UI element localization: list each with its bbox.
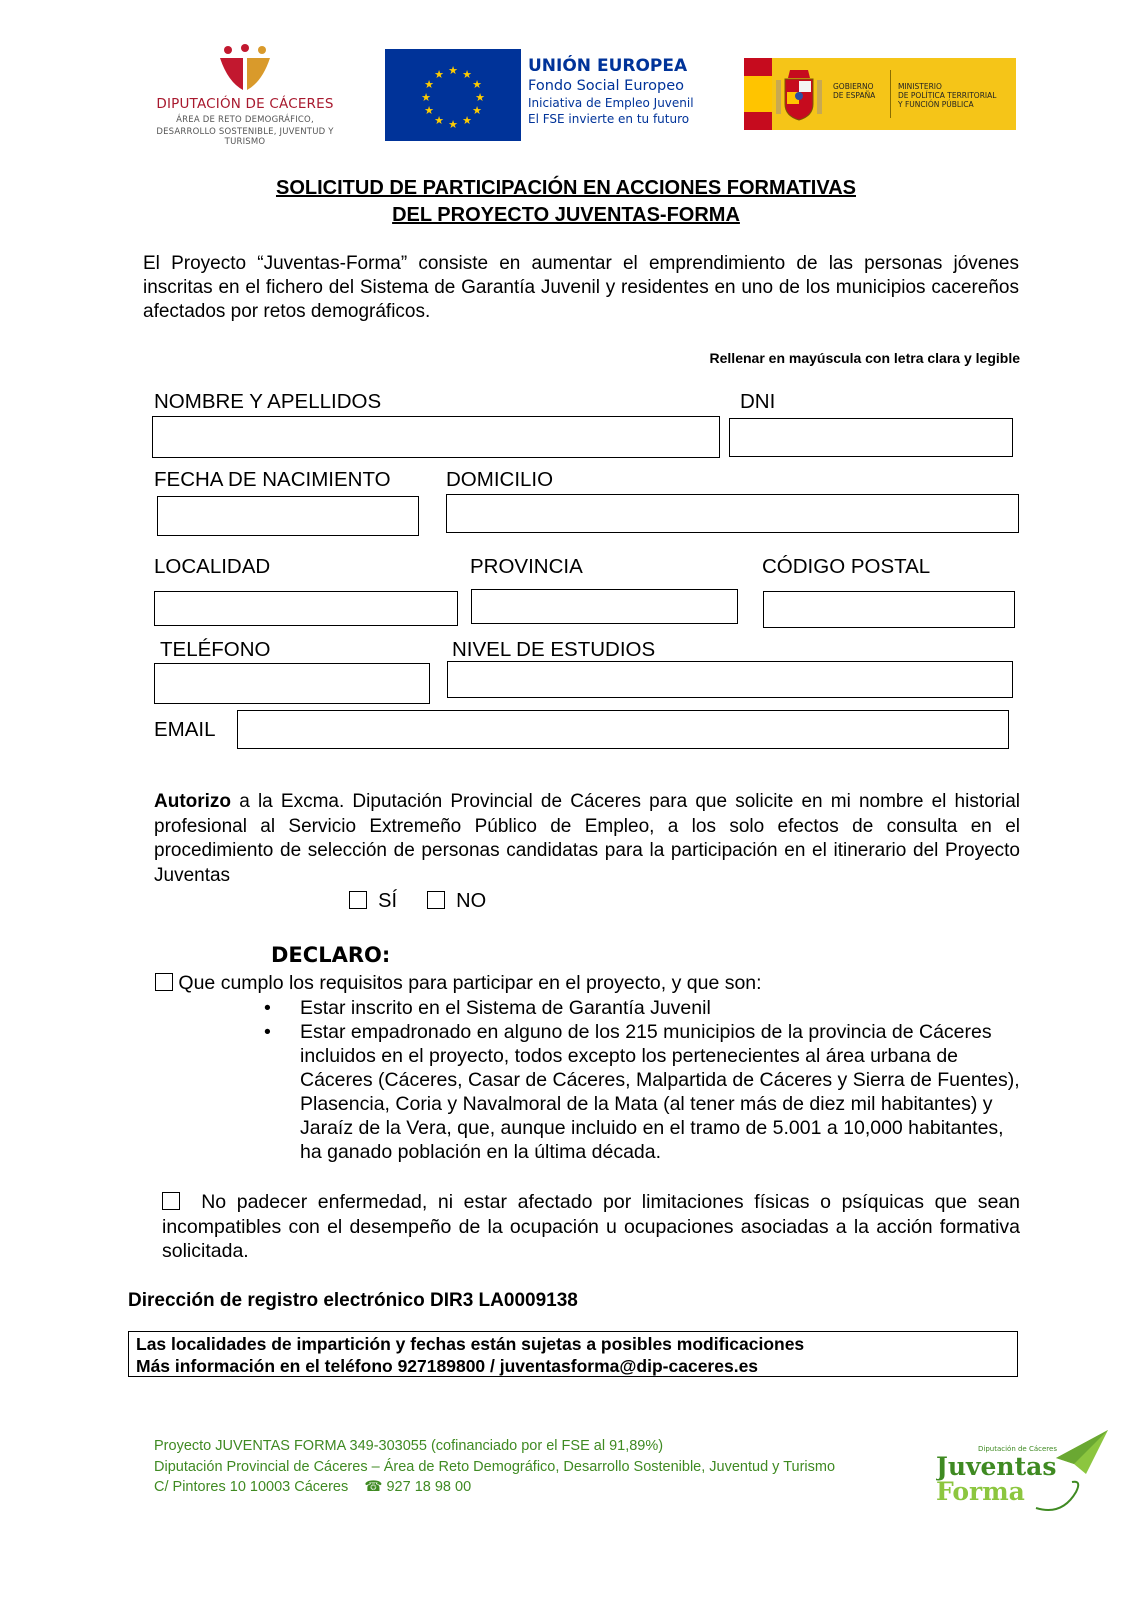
list-item bbox=[264, 996, 1024, 1020]
diputacion-sub1: ÁREA DE RETO DEMOGRÁFICO, bbox=[176, 115, 314, 125]
gobierno-left1: GOBIERNO bbox=[833, 82, 874, 91]
info-line2: Más información en el teléfono 927189800 / juventasforma@dip-caceres.es bbox=[136, 1356, 759, 1376]
localidad-field[interactable] bbox=[154, 591, 458, 626]
jf-logo-top: Diputación de Cáceres bbox=[978, 1445, 1057, 1453]
nombre-field[interactable] bbox=[152, 416, 720, 458]
requisitos-text: Que cumplo los requisitos para participar en el proyecto, y que son: bbox=[178, 972, 762, 994]
list-item bbox=[264, 1020, 1024, 1164]
document-title-line2: DEL PROYECTO JUVENTAS-FORMA bbox=[392, 204, 740, 226]
eu-line3: El FSE invierte en tu futuro bbox=[528, 112, 690, 126]
autorizo-bold: Autorizo bbox=[154, 791, 232, 812]
svg-text:★: ★ bbox=[434, 68, 444, 81]
gobierno-right3: Y FUNCIÓN PÚBLICA bbox=[898, 100, 974, 109]
diputacion-name: DIPUTACIÓN DE CÁCERES bbox=[156, 96, 334, 112]
jf-logo-line2: Forma bbox=[936, 1477, 1025, 1506]
fecha-nacimiento-field[interactable] bbox=[157, 496, 419, 536]
gobierno-right2: DE POLÍTICA TERRITORIAL bbox=[898, 91, 997, 100]
label-localidad: LOCALIDAD bbox=[154, 555, 271, 578]
gobierno-divider bbox=[890, 70, 891, 118]
spain-flag-icon bbox=[744, 58, 772, 130]
gobierno-right1: MINISTERIO bbox=[898, 82, 942, 91]
bullet-text-1: Estar inscrito en el Sistema de Garantía Juvenil bbox=[300, 997, 711, 1019]
document-title-line1: SOLICITUD DE PARTICIPACIÓN EN ACCIONES FORMATIVAS bbox=[275, 177, 856, 199]
declaro-heading: DECLARO: bbox=[271, 943, 391, 967]
bullet-text-2: Estar empadronado en alguno de los 215 municipios de la provincia de Cáceres incluidos en el proyecto, todos excepto los pertenecientes al área urbana de Cáceres (Cáceres, Casar de Cáceres, Malpartida de Cáceres y Sierra de Fuentes), Plasencia, Coria y Navalmoral de la Mata (al tener más de diez mil habitantes) y Jaraíz de la Vera, que, aunque incluido en el tramo de 5.001 a 10,000 habitantes, ha ganado población en la última década. bbox=[300, 1021, 1020, 1163]
fill-instructions: Rellenar en mayúscula con letra clara y legible bbox=[709, 350, 1020, 366]
svg-text:★: ★ bbox=[462, 68, 472, 81]
label-dni: DNI bbox=[740, 390, 776, 413]
footer-phone: 927 18 98 00 bbox=[386, 1479, 472, 1495]
eu-flag-icon bbox=[385, 49, 521, 141]
eu-title: UNIÓN EUROPEA bbox=[528, 56, 688, 76]
autorizo-text: a la Excma. Diputación Provincial de Cáceres para que solicite en mi nombre el historial profesional al Servicio Extremeño Público de Empleo, a los solo efectos de consulta en el procedimiento de selección de personas candidatas para la participación en el itinerario del Proyecto Juventas bbox=[154, 791, 1020, 886]
eu-line1: Fondo Social Europeo bbox=[528, 78, 685, 94]
jf-logo-line1: Juventas bbox=[936, 1452, 1057, 1481]
intro-paragraph: El Proyecto “Juventas-Forma” consiste en aumentar el emprendimiento de las personas jóvenes inscritas en el fichero del Sistema de Garantía Juvenil y residentes en uno de los municipios cacereños afectados por retos demográficos. bbox=[143, 253, 1019, 322]
bullet-mark: • bbox=[264, 997, 271, 1019]
requisitos-checkbox[interactable] bbox=[155, 973, 173, 991]
footer-address: C/ Pintores 10 10003 Cáceres bbox=[154, 1479, 349, 1495]
nivel-estudios-field[interactable] bbox=[447, 661, 1013, 698]
no-checkbox[interactable] bbox=[427, 891, 445, 909]
label-domicilio: DOMICILIO bbox=[446, 468, 554, 491]
footer-line2: Diputación Provincial de Cáceres – Área de Reto Demográfico, Desarrollo Sostenible, Juventud y Turismo bbox=[154, 1458, 836, 1475]
provincia-field[interactable] bbox=[471, 589, 738, 624]
no-enfermedad-checkbox[interactable] bbox=[162, 1192, 180, 1210]
no-enfermedad-text: No padecer enfermedad, ni estar afectado por limitaciones físicas o psíquicas que sean incompatibles con el desempeño de la ocupación u ocupaciones asociadas a la acción formativa solicitada. bbox=[162, 1191, 1020, 1262]
svg-text:★: ★ bbox=[424, 78, 434, 91]
diputacion-logo bbox=[150, 44, 340, 147]
diputacion-emblem-icon bbox=[150, 44, 340, 96]
footer bbox=[154, 1436, 835, 1498]
svg-text:★: ★ bbox=[448, 118, 458, 131]
diputacion-sub2: DESARROLLO SOSTENIBLE, JUVENTUD Y TURISMO bbox=[156, 127, 334, 147]
svg-text:★: ★ bbox=[434, 114, 444, 127]
label-provincia: PROVINCIA bbox=[470, 555, 583, 578]
dni-field[interactable] bbox=[729, 418, 1013, 457]
label-telefono: TELÉFONO bbox=[160, 638, 271, 661]
svg-text:★: ★ bbox=[472, 78, 482, 91]
gobierno-left2: DE ESPAÑA bbox=[833, 91, 876, 100]
svg-text:★: ★ bbox=[472, 104, 482, 117]
requisitos-item bbox=[155, 972, 762, 995]
eu-line2: Iniciativa de Empleo Juvenil bbox=[528, 96, 694, 110]
codigo-postal-field[interactable] bbox=[763, 591, 1015, 628]
option-no[interactable] bbox=[427, 890, 486, 913]
eu-logo bbox=[385, 49, 705, 143]
autorizo-paragraph bbox=[154, 790, 1020, 888]
info-line1: Las localidades de impartición y fechas están sujetas a posibles modificaciones bbox=[136, 1334, 805, 1354]
domicilio-field[interactable] bbox=[446, 494, 1019, 533]
telefono-field[interactable] bbox=[154, 663, 430, 704]
svg-text:★: ★ bbox=[475, 91, 485, 104]
label-nombre: NOMBRE Y APELLIDOS bbox=[154, 390, 382, 413]
no-label: NO bbox=[456, 890, 487, 912]
si-checkbox[interactable] bbox=[349, 891, 367, 909]
label-email: EMAIL bbox=[154, 718, 216, 741]
requisitos-list bbox=[264, 996, 1024, 1164]
no-enfermedad-item bbox=[162, 1190, 1020, 1264]
option-si[interactable] bbox=[349, 890, 397, 913]
phone-icon: ☎ bbox=[364, 1479, 383, 1495]
footer-line1: Proyecto JUVENTAS FORMA 349-303055 (cofinanciado por el FSE al 91,89%) bbox=[154, 1438, 664, 1454]
paper-plane-icon bbox=[936, 1422, 1112, 1522]
svg-text:★: ★ bbox=[424, 104, 434, 117]
email-field[interactable] bbox=[237, 710, 1009, 749]
svg-text:★: ★ bbox=[448, 64, 458, 77]
svg-text:★: ★ bbox=[462, 114, 472, 127]
info-box bbox=[128, 1331, 1018, 1377]
si-label: SÍ bbox=[378, 890, 398, 912]
svg-text:★: ★ bbox=[421, 91, 431, 104]
label-codigo-postal: CÓDIGO POSTAL bbox=[762, 555, 931, 578]
label-fecha-nacimiento: FECHA DE NACIMIENTO bbox=[154, 468, 391, 491]
dir3-address: Dirección de registro electrónico DIR3 LA0009138 bbox=[128, 1290, 578, 1311]
juventas-forma-logo bbox=[936, 1422, 1112, 1522]
gobierno-logo bbox=[744, 58, 1016, 130]
label-nivel-estudios: NIVEL DE ESTUDIOS bbox=[452, 638, 656, 661]
bullet-mark: • bbox=[264, 1021, 271, 1043]
coat-of-arms-icon bbox=[774, 66, 824, 122]
